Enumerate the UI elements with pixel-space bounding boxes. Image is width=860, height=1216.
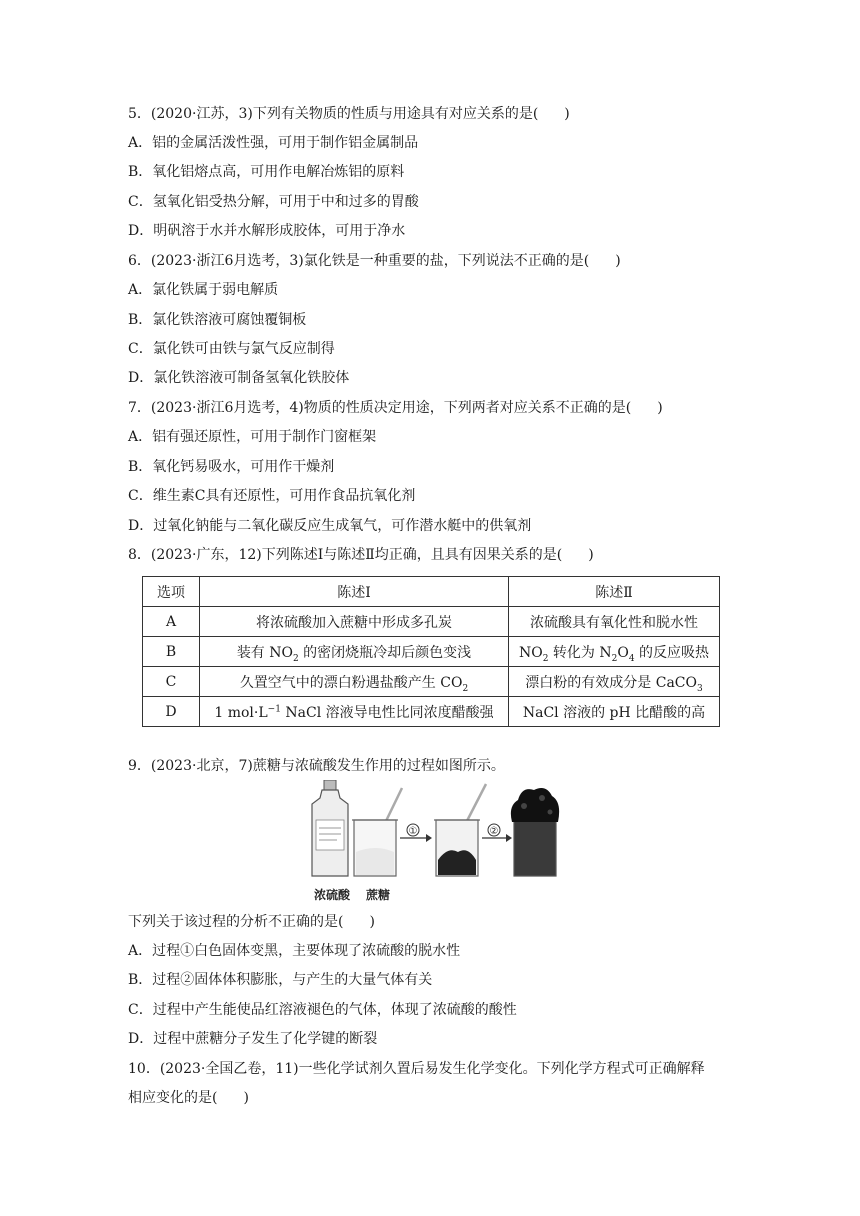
- blackened-beaker-icon: [434, 784, 486, 876]
- q5-option-b: B．氧化铝熔点高，可用作电解冶炼铝的原料: [128, 164, 405, 180]
- q6-option-a: A．氯化铁属于弱电解质: [128, 282, 279, 298]
- q6-option-b: B．氯化铁溶液可腐蚀覆铜板: [128, 312, 307, 328]
- q10-stem-line-2: [128, 1088, 249, 1108]
- label-sucrose: 蔗糖: [365, 888, 391, 902]
- table-row: [143, 667, 720, 697]
- text: NaCl 溶液导电性比同浓度醋酸强: [280, 704, 494, 721]
- table-cell-statement-1: [200, 697, 509, 727]
- q8-stem-text: 8．(2023·广东，12)下列陈述Ⅰ与陈述Ⅱ均正确，且具有因果关系的是(: [128, 547, 563, 563]
- q7-stem-close: ): [657, 400, 663, 416]
- table-cell-statement-2: NaCl 溶液的 pH 比醋酸的高: [509, 697, 720, 727]
- table-cell-option: A: [143, 607, 200, 637]
- q9-sub-stem-text: 下列关于该过程的分析不正确的是(: [128, 914, 344, 930]
- table-header-option: 选项: [143, 577, 200, 607]
- table-cell-statement-1: [200, 637, 509, 667]
- q5-stem-text: 5．(2020·江苏，3)下列有关物质的性质与用途具有对应关系的是(: [128, 106, 539, 122]
- q6-stem-close: ): [615, 253, 621, 269]
- table-cell-option: C: [143, 667, 200, 697]
- q5-stem: [128, 104, 570, 124]
- table-row: [143, 637, 720, 667]
- acid-bottle-icon: [312, 780, 348, 876]
- table-cell-statement-1: [200, 667, 509, 697]
- text: 1 mol·L: [214, 704, 268, 721]
- subscript: 2: [542, 653, 549, 664]
- text: O: [617, 644, 629, 661]
- q8-statement-table: [142, 576, 720, 727]
- q9-option-c: C．过程中产生能使品红溶液褪色的气体，体现了浓硫酸的酸性: [128, 1002, 517, 1018]
- q8-stem: [128, 545, 594, 565]
- q7-stem: [128, 398, 663, 418]
- table-row: [143, 697, 720, 727]
- q6-option-d: D．氯化铁溶液可制备氢氧化铁胶体: [128, 370, 350, 386]
- text: 转化为 N: [548, 644, 612, 661]
- q5-stem-close: ): [564, 106, 570, 122]
- table-cell-option: D: [143, 697, 200, 727]
- text: NO: [518, 644, 543, 661]
- step-2-label: ②: [489, 826, 499, 837]
- text: 漂白粉的有效成分是 CaCO: [525, 674, 697, 691]
- q5-option-a: A．铝的金属活泼性强，可用于制作铝金属制品: [128, 135, 419, 151]
- q9-option-a: A．过程①白色固体变黑，主要体现了浓硫酸的脱水性: [128, 943, 461, 959]
- label-concentrated-sulfuric-acid: 浓硫酸: [313, 888, 351, 902]
- q7-option-b: B．氧化钙易吸水，可用作干燥剂: [128, 459, 335, 475]
- text: 的反应吸热: [634, 644, 710, 661]
- text: 的密闭烧瓶冷却后颜色变浅: [298, 644, 472, 661]
- q7-stem-text: 7．(2023·浙江6月选考，4)物质的性质决定用途，下列两者对应关系不正确的是(: [128, 400, 632, 416]
- table-header-statement-1: 陈述Ⅰ: [200, 577, 509, 607]
- expanded-carbon-beaker-icon: [511, 788, 559, 876]
- q9-stem: 9．(2023·北京，7)蔗糖与浓硫酸发生作用的过程如图所示。: [128, 758, 505, 774]
- q7-option-c: C．维生素C具有还原性，可用作食品抗氧化剂: [128, 488, 416, 504]
- q5-option-d: D．明矾溶于水并水解形成胶体，可用于净水: [128, 223, 406, 239]
- table-cell-statement-2: 浓硫酸具有氧化性和脱水性: [509, 607, 720, 637]
- sugar-beaker-icon: [352, 788, 402, 876]
- q5-option-c: C．氢氧化铝受热分解，可用于中和过多的胃酸: [128, 194, 419, 210]
- subscript: 4: [628, 653, 635, 664]
- q7-option-d: D．过氧化钠能与二氧化碳反应生成氧气，可作潜水艇中的供氧剂: [128, 518, 532, 534]
- subscript: 3: [696, 683, 703, 694]
- subscript: 2: [611, 653, 618, 664]
- q10-stem-text: 相应变化的是(: [128, 1090, 218, 1106]
- table-cell-statement-2: [509, 637, 720, 667]
- text: 久置空气中的漂白粉遇盐酸产生 CO: [239, 674, 463, 691]
- sucrose-reaction-figure: [302, 780, 560, 905]
- table-cell-statement-2: [509, 667, 720, 697]
- q9-sub-stem: [128, 912, 375, 932]
- q6-option-c: C．氯化铁可由铁与氯气反应制得: [128, 341, 335, 357]
- subscript: 2: [293, 653, 299, 664]
- step-1-label: ①: [408, 826, 418, 837]
- q9-option-d: D．过程中蔗糖分子发生了化学键的断裂: [128, 1031, 378, 1047]
- superscript: −1: [267, 703, 281, 714]
- text: 装有 NO: [236, 644, 293, 661]
- q10-stem-line-1: 10．(2023·全国乙卷，11)一些化学试剂久置后易发生化学变化。下列化学方程式可正确解释: [128, 1061, 705, 1077]
- table-header-statement-2: 陈述Ⅱ: [509, 577, 720, 607]
- table-row: [143, 607, 720, 637]
- q8-stem-close: ): [588, 547, 594, 563]
- q10-stem-close: ): [243, 1090, 249, 1106]
- subscript: 2: [462, 683, 469, 694]
- q6-stem: [128, 251, 621, 271]
- q9-sub-stem-close: ): [369, 914, 375, 930]
- q9-option-b: B．过程②固体体积膨胀，与产生的大量气体有关: [128, 972, 433, 988]
- table-cell-statement-1: 将浓硫酸加入蔗糖中形成多孔炭: [200, 607, 509, 637]
- q7-option-a: A．铝有强还原性，可用于制作门窗框架: [128, 429, 377, 445]
- q6-stem-text: 6．(2023·浙江6月选考，3)氯化铁是一种重要的盐，下列说法不正确的是(: [128, 253, 590, 269]
- table-header-row: [143, 577, 720, 607]
- table-cell-option: B: [143, 637, 200, 667]
